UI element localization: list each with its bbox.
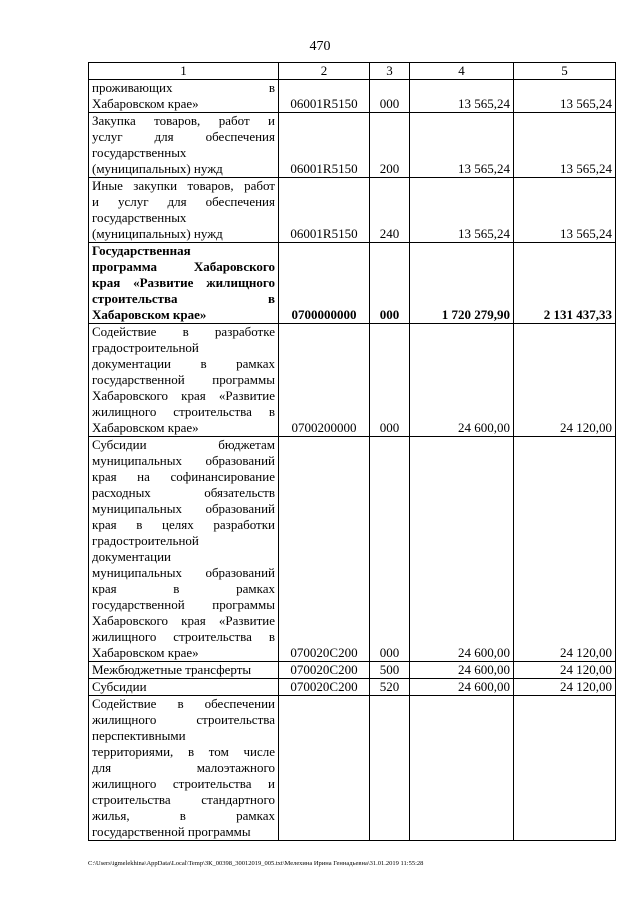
expense-name-line: государственных — [92, 145, 187, 160]
table-row — [89, 696, 616, 841]
amount-2019-cell: 1 720 279,90 — [410, 243, 514, 324]
expense-name-line: Хабаровском крае» — [92, 96, 199, 111]
target-article-cell: 0700200000 — [279, 324, 370, 437]
expense-name-cell — [89, 437, 279, 662]
expense-name-line: Содействие в разработке — [92, 324, 275, 339]
amount-2020-cell: 24 120,00 — [514, 437, 616, 662]
expense-type-cell: 000 — [370, 324, 410, 437]
expense-name-line: (муниципальных) нужд — [92, 226, 223, 241]
expense-name-cell — [89, 662, 279, 679]
amount-2019-cell: 13 565,24 — [410, 80, 514, 113]
expense-type-cell: 000 — [370, 437, 410, 662]
expense-type-cell: 000 — [370, 243, 410, 324]
expense-name-line: градостроительной — [92, 533, 199, 548]
amount-2019-cell — [410, 696, 514, 841]
expense-name-line: градостроительной — [92, 340, 199, 355]
expense-name-line: Хабаровского края «Развитие — [92, 388, 275, 403]
expense-name-line: проживающих в — [92, 80, 275, 95]
table-row — [89, 113, 616, 178]
expense-name-cell — [89, 243, 279, 324]
table-row — [89, 679, 616, 696]
amount-2020-cell: 2 131 437,33 — [514, 243, 616, 324]
amount-2019-cell: 24 600,00 — [410, 662, 514, 679]
target-article-cell — [279, 696, 370, 841]
column-header: 3 — [370, 63, 410, 80]
expense-name-line: Хабаровском крае» — [92, 420, 199, 435]
budget-table — [88, 62, 616, 841]
expense-name-line: услуг для обеспечения — [92, 129, 275, 144]
expense-name-line: государственных — [92, 210, 187, 225]
expense-name-line: жилищного строительства в — [92, 404, 275, 419]
expense-name-line: документации в рамках — [92, 356, 275, 371]
expense-name-line: Хабаровском крае» — [92, 645, 199, 660]
expense-name-line: расходных обязательств — [92, 485, 275, 500]
column-header: 5 — [514, 63, 616, 80]
expense-name-line: края на софинансирование — [92, 469, 275, 484]
expense-name-line: муниципальных образований — [92, 453, 275, 468]
expense-name-line: Субсидии бюджетам — [92, 437, 275, 452]
table-row — [89, 243, 616, 324]
file-path-footer: C:\Users\igmelekhina\AppData\Local\Temp\ЗК_00398_30012019_005.txt\Мелехина Ирина Геннадьевна\31.01.2019 11:55:28 — [88, 860, 424, 867]
expense-name-line: муниципальных образований — [92, 501, 275, 516]
table-header-row — [89, 63, 616, 80]
expense-name-line: строительства в — [92, 291, 275, 306]
amount-2019-cell: 24 600,00 — [410, 679, 514, 696]
expense-type-cell — [370, 696, 410, 841]
amount-2019-cell: 13 565,24 — [410, 178, 514, 243]
expense-name-line: государственной программы — [92, 597, 275, 612]
expense-name-cell — [89, 113, 279, 178]
column-header: 2 — [279, 63, 370, 80]
target-article-cell: 070020С200 — [279, 437, 370, 662]
expense-name-cell — [89, 80, 279, 113]
expense-name-line: Хабаровского края «Развитие — [92, 613, 275, 628]
expense-name-line: жилищного строительства и — [92, 776, 275, 791]
target-article-cell: 06001R5150 — [279, 80, 370, 113]
expense-name-line: жилья, в рамках — [92, 808, 275, 823]
expense-name-line: Субсидии — [92, 679, 147, 694]
expense-name-cell — [89, 679, 279, 696]
expense-name-line: документации — [92, 549, 172, 564]
expense-name-line: Закупка товаров, работ и — [92, 113, 275, 128]
page-number: 470 — [309, 39, 331, 54]
expense-type-cell: 520 — [370, 679, 410, 696]
amount-2020-cell: 13 565,24 — [514, 113, 616, 178]
column-header: 4 — [410, 63, 514, 80]
amount-2020-cell: 24 120,00 — [514, 679, 616, 696]
target-article-cell: 0700000000 — [279, 243, 370, 324]
table-row — [89, 80, 616, 113]
expense-type-cell: 000 — [370, 80, 410, 113]
expense-name-line: государственной программы — [92, 824, 251, 839]
target-article-cell: 070020С200 — [279, 662, 370, 679]
amount-2020-cell: 24 120,00 — [514, 662, 616, 679]
expense-name-cell — [89, 696, 279, 841]
table-row — [89, 324, 616, 437]
expense-name-line: Межбюджетные трансферты — [92, 662, 252, 677]
column-header: 1 — [89, 63, 279, 80]
amount-2019-cell: 24 600,00 — [410, 437, 514, 662]
expense-name-line: жилищного строительства — [92, 712, 275, 727]
table-row — [89, 178, 616, 243]
expense-name-line: края в целях разработки — [92, 517, 275, 532]
expense-name-line: и услуг для обеспечения — [92, 194, 275, 209]
table-row — [89, 437, 616, 662]
expense-name-line: Иные закупки товаров, работ — [92, 178, 275, 193]
expense-name-line: Содействие в обеспечении — [92, 696, 275, 711]
expense-name-line: края «Развитие жилищного — [92, 275, 275, 290]
amount-2019-cell: 24 600,00 — [410, 324, 514, 437]
amount-2020-cell: 13 565,24 — [514, 80, 616, 113]
expense-name-line: программа Хабаровского — [92, 259, 275, 274]
expense-name-line: муниципальных образований — [92, 565, 275, 580]
expense-name-line: жилищного строительства в — [92, 629, 275, 644]
expense-name-line: Хабаровском крае» — [92, 307, 207, 322]
expense-type-cell: 240 — [370, 178, 410, 243]
expense-name-line: Государственная — [92, 243, 191, 258]
amount-2020-cell — [514, 696, 616, 841]
expense-name-cell — [89, 324, 279, 437]
expense-name-cell — [89, 178, 279, 243]
expense-name-line: (муниципальных) нужд — [92, 161, 223, 176]
table-row — [89, 662, 616, 679]
expense-name-line: территориями, в том числе — [92, 744, 275, 759]
expense-type-cell: 200 — [370, 113, 410, 178]
expense-name-line: края в рамках — [92, 581, 275, 596]
target-article-cell: 070020С200 — [279, 679, 370, 696]
expense-name-line: перспективными — [92, 728, 186, 743]
amount-2020-cell: 24 120,00 — [514, 324, 616, 437]
target-article-cell: 06001R5150 — [279, 113, 370, 178]
expense-name-line: строительства стандартного — [92, 792, 275, 807]
target-article-cell: 06001R5150 — [279, 178, 370, 243]
amount-2019-cell: 13 565,24 — [410, 113, 514, 178]
expense-name-line: государственной программы — [92, 372, 275, 387]
amount-2020-cell: 13 565,24 — [514, 178, 616, 243]
expense-name-line: для малоэтажного — [92, 760, 275, 775]
expense-type-cell: 500 — [370, 662, 410, 679]
